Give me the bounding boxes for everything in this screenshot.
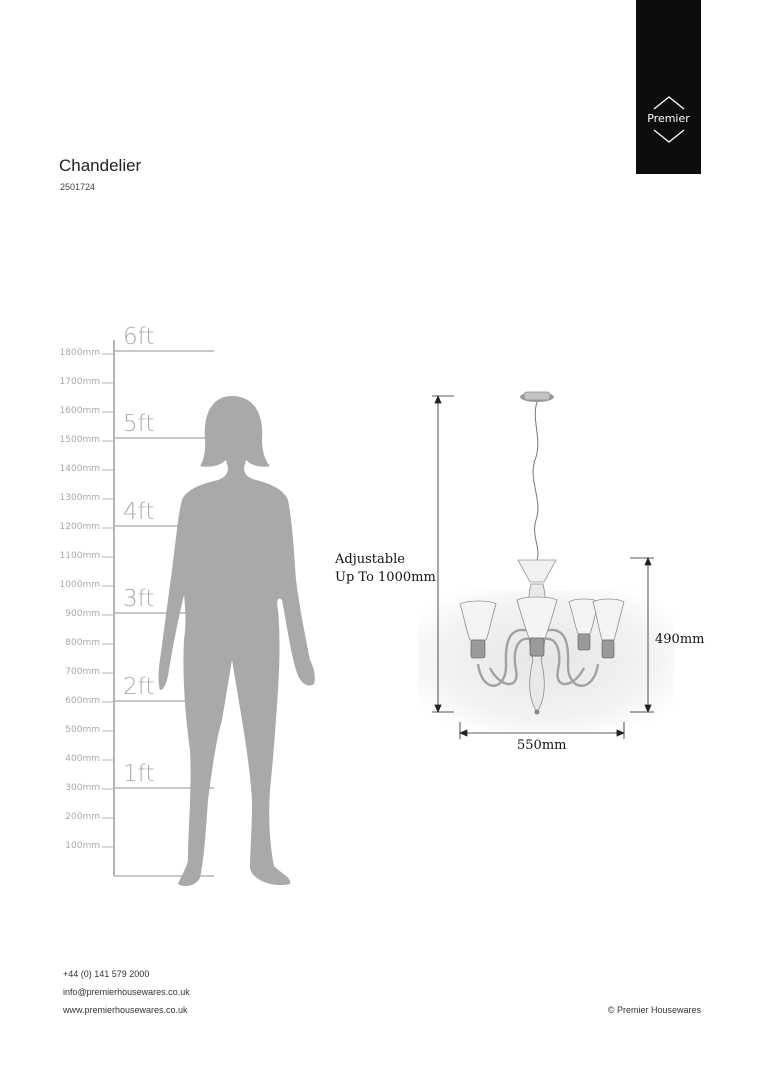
mm-label: 1400mm bbox=[59, 464, 100, 474]
ft-label: 2ft bbox=[123, 674, 155, 700]
ft-label: 4ft bbox=[123, 499, 155, 525]
mm-label: 200mm bbox=[65, 812, 100, 822]
logo-text: Premier bbox=[647, 112, 690, 125]
mm-label: 1100mm bbox=[59, 551, 100, 561]
adjustable-label-line2: Up To 1000mm bbox=[335, 570, 436, 585]
ft-label: 1ft bbox=[123, 761, 155, 787]
mm-ticks bbox=[102, 354, 114, 847]
width-dimension-label: 550mm bbox=[517, 738, 567, 753]
contact-website[interactable]: www.premierhousewares.co.uk bbox=[63, 1005, 188, 1015]
ft-label: 5ft bbox=[123, 411, 155, 437]
copyright: © Premier Housewares bbox=[607, 1005, 701, 1015]
chandelier-illustration bbox=[418, 392, 674, 730]
adjustable-label-line1: Adjustable bbox=[335, 552, 405, 567]
product-title: Chandelier bbox=[59, 156, 142, 175]
ft-label: 3ft bbox=[123, 586, 155, 612]
mm-label: 700mm bbox=[65, 667, 100, 677]
mm-label: 1200mm bbox=[59, 522, 100, 532]
mm-label: 1000mm bbox=[59, 580, 100, 590]
ft-label: 6ft bbox=[123, 324, 155, 350]
human-silhouette bbox=[159, 396, 315, 886]
mm-label: 1600mm bbox=[59, 406, 100, 416]
mm-label: 300mm bbox=[65, 783, 100, 793]
mm-label: 1500mm bbox=[59, 435, 100, 445]
mm-label: 800mm bbox=[65, 638, 100, 648]
mm-label: 1700mm bbox=[59, 377, 100, 387]
mm-label: 500mm bbox=[65, 725, 100, 735]
mm-label: 1300mm bbox=[59, 493, 100, 503]
mm-label: 900mm bbox=[65, 609, 100, 619]
chain bbox=[533, 402, 538, 560]
contact-email[interactable]: info@premierhousewares.co.uk bbox=[63, 987, 190, 997]
mm-label: 400mm bbox=[65, 754, 100, 764]
mm-label: 100mm bbox=[65, 841, 100, 851]
mm-label: 1800mm bbox=[59, 348, 100, 358]
product-code: 2501724 bbox=[60, 182, 96, 192]
mm-label: 600mm bbox=[65, 696, 100, 706]
height-dimension-label: 490mm bbox=[655, 632, 705, 647]
contact-phone: +44 (0) 141 579 2000 bbox=[63, 969, 150, 979]
